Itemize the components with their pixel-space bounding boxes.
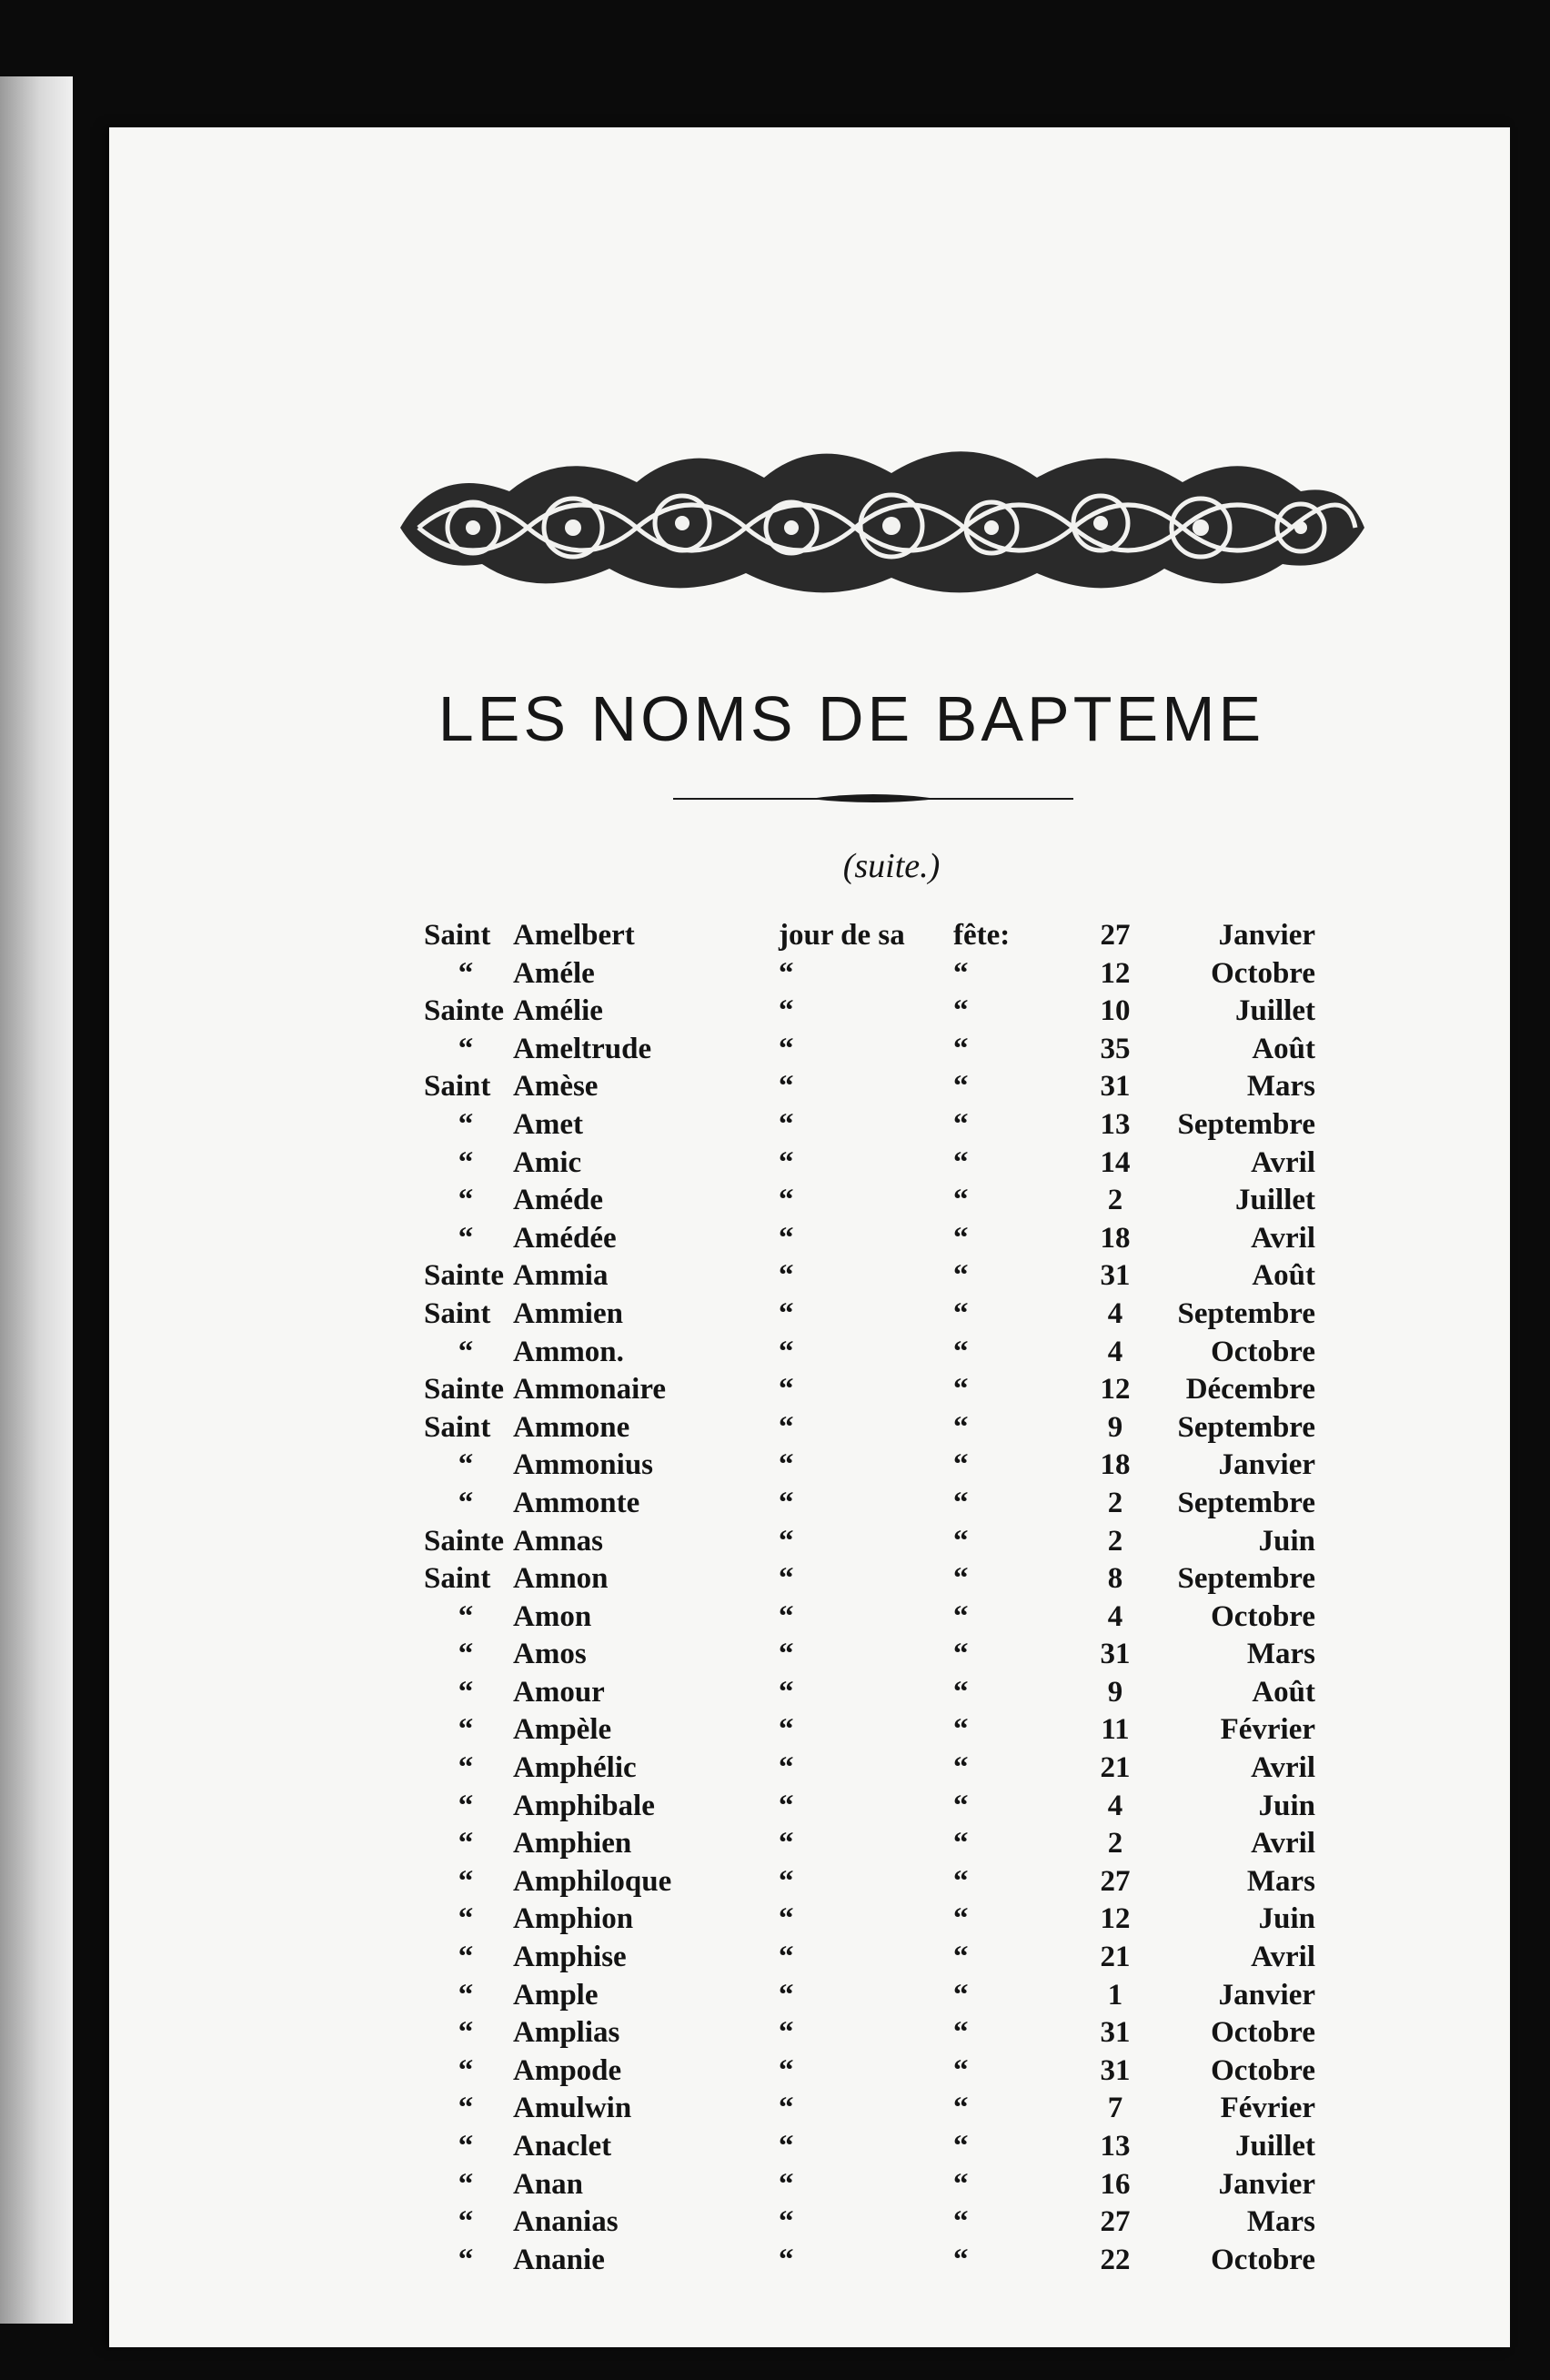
saint-name: Ammone xyxy=(513,1410,630,1444)
feast-label: “ xyxy=(779,2092,794,2125)
feast-label: jour de sa xyxy=(779,919,905,952)
feast-month: Avril xyxy=(1251,1827,1315,1861)
saint-name: Ammia xyxy=(513,1259,609,1293)
feast-day: 2 xyxy=(1107,1486,1123,1519)
list-item xyxy=(424,993,1334,1031)
feast-day: 8 xyxy=(1107,1562,1123,1596)
feast-label-2: “ xyxy=(953,1335,969,1368)
feast-label: “ xyxy=(779,1373,794,1407)
saint-prefix: “ xyxy=(458,1789,474,1822)
list-item xyxy=(424,1106,1334,1145)
feast-month: Août xyxy=(1252,1032,1315,1065)
list-item xyxy=(424,1939,1334,1977)
saint-name: Amphibale xyxy=(513,1789,655,1822)
feast-label: “ xyxy=(779,1221,794,1255)
feast-month: Janvier xyxy=(1218,919,1315,952)
saint-prefix: Saint xyxy=(424,919,491,952)
feast-label: “ xyxy=(779,1448,794,1482)
list-item xyxy=(424,1257,1334,1296)
feast-label-2: “ xyxy=(953,994,969,1028)
saint-prefix: “ xyxy=(458,1335,474,1368)
feast-label-2: “ xyxy=(953,1032,969,1065)
feast-month: Août xyxy=(1252,1675,1315,1709)
feast-label: “ xyxy=(779,1827,794,1861)
saint-name: Anaclet xyxy=(513,2130,612,2163)
feast-month: Octobre xyxy=(1211,1335,1315,1368)
feast-month: Août xyxy=(1252,1259,1315,1293)
list-item xyxy=(424,1334,1334,1372)
feast-label: “ xyxy=(779,2016,794,2050)
feast-month: Janvier xyxy=(1218,1978,1315,2012)
saint-prefix: “ xyxy=(458,2016,474,2050)
saint-name: Amphise xyxy=(513,1941,627,1974)
saint-name: Amon xyxy=(513,1599,592,1633)
saint-name: Ananias xyxy=(513,2205,619,2239)
feast-month: Septembre xyxy=(1177,1562,1315,1596)
feast-day: 13 xyxy=(1100,2130,1131,2163)
list-item xyxy=(424,1750,1334,1788)
feast-label-2: “ xyxy=(953,1410,969,1444)
saint-name: Amic xyxy=(513,1145,582,1179)
feast-day: 4 xyxy=(1107,1296,1123,1330)
feast-month: Décembre xyxy=(1185,1373,1315,1407)
feast-label-2: “ xyxy=(953,1941,969,1974)
feast-day: 27 xyxy=(1100,919,1131,952)
saint-prefix: “ xyxy=(458,2167,474,2201)
saint-prefix: Sainte xyxy=(424,994,505,1028)
list-item xyxy=(424,1523,1334,1561)
saint-prefix: “ xyxy=(458,1599,474,1633)
feast-label-2: “ xyxy=(953,1070,969,1104)
saint-name: Améle xyxy=(513,956,595,990)
feast-day: 2 xyxy=(1107,1827,1123,1861)
feast-label-2: “ xyxy=(953,1902,969,1936)
feast-label: “ xyxy=(779,1978,794,2012)
feast-day: 2 xyxy=(1107,1524,1123,1558)
feast-day: 10 xyxy=(1100,994,1131,1028)
saint-name: Amèse xyxy=(513,1070,599,1104)
feast-day: 9 xyxy=(1107,1675,1123,1709)
feast-month: Septembre xyxy=(1177,1107,1315,1141)
list-item xyxy=(424,2014,1334,2052)
saint-name: Amnas xyxy=(513,1524,604,1558)
feast-label: “ xyxy=(779,1562,794,1596)
saint-name: Ammonius xyxy=(513,1448,654,1482)
saint-prefix: “ xyxy=(458,1978,474,2012)
feast-day: 31 xyxy=(1100,2016,1131,2050)
saint-prefix: “ xyxy=(458,1221,474,1255)
saint-name: Amos xyxy=(513,1638,587,1671)
feast-day: 9 xyxy=(1107,1410,1123,1444)
book-page xyxy=(109,127,1510,2347)
list-item xyxy=(424,2242,1334,2280)
feast-label-2: “ xyxy=(953,1713,969,1747)
feast-label-2: “ xyxy=(953,1524,969,1558)
feast-month: Octobre xyxy=(1211,2016,1315,2050)
feast-day: 7 xyxy=(1107,2092,1123,2125)
saint-prefix: “ xyxy=(458,1941,474,1974)
feast-day: 31 xyxy=(1100,1070,1131,1104)
saint-name: Ananie xyxy=(513,2243,605,2276)
feast-label: “ xyxy=(779,2167,794,2201)
feast-month: Juillet xyxy=(1235,994,1315,1028)
feast-day: 4 xyxy=(1107,1335,1123,1368)
saint-name: Ammon. xyxy=(513,1335,624,1368)
saint-name: Ample xyxy=(513,1978,599,2012)
saint-prefix: “ xyxy=(458,1107,474,1141)
list-item xyxy=(424,1598,1334,1637)
list-item xyxy=(424,1711,1334,1750)
feast-month: Avril xyxy=(1251,1941,1315,1974)
feast-label: “ xyxy=(779,1789,794,1822)
feast-month: Mars xyxy=(1246,1638,1315,1671)
list-item xyxy=(424,1674,1334,1712)
saint-name: Amphélic xyxy=(513,1751,637,1785)
feast-month: Juillet xyxy=(1235,2130,1315,2163)
feast-day: 31 xyxy=(1100,1259,1131,1293)
saint-name: Amnon xyxy=(513,1562,609,1596)
feast-month: Mars xyxy=(1246,1070,1315,1104)
saint-prefix: Sainte xyxy=(424,1259,505,1293)
saint-name: Amour xyxy=(513,1675,605,1709)
feast-label: “ xyxy=(779,1259,794,1293)
feast-day: 18 xyxy=(1100,1221,1131,1255)
feast-day: 14 xyxy=(1100,1145,1131,1179)
saint-name: Amphion xyxy=(513,1902,634,1936)
feast-day: 12 xyxy=(1100,1373,1131,1407)
feast-month: Janvier xyxy=(1218,2167,1315,2201)
saint-name: Amédée xyxy=(513,1221,617,1255)
saint-name: Amphiloque xyxy=(513,1864,672,1898)
page-title: LES NOMS DE BAPTEME xyxy=(438,683,1265,754)
feast-label-2: “ xyxy=(953,1221,969,1255)
feast-month: Juillet xyxy=(1235,1184,1315,1217)
feast-day: 31 xyxy=(1100,1638,1131,1671)
feast-day: 31 xyxy=(1100,2053,1131,2087)
list-item xyxy=(424,1560,1334,1598)
saint-prefix: “ xyxy=(458,1713,474,1747)
feast-month: Septembre xyxy=(1177,1486,1315,1519)
list-item xyxy=(424,2166,1334,2204)
feast-label: “ xyxy=(779,1751,794,1785)
saint-prefix: “ xyxy=(458,1032,474,1065)
feast-label-2: “ xyxy=(953,1373,969,1407)
feast-month: Juin xyxy=(1258,1524,1315,1558)
saint-prefix: “ xyxy=(458,2205,474,2239)
feast-day: 27 xyxy=(1100,2205,1131,2239)
feast-day: 11 xyxy=(1101,1713,1130,1747)
list-item xyxy=(424,917,1334,955)
names-list xyxy=(424,917,1334,2279)
feast-label: “ xyxy=(779,1675,794,1709)
list-item xyxy=(424,1901,1334,1939)
list-item xyxy=(424,1145,1334,1183)
saint-prefix: “ xyxy=(458,2243,474,2276)
feast-label: “ xyxy=(779,1599,794,1633)
list-item xyxy=(424,1788,1334,1826)
saint-prefix: “ xyxy=(458,1751,474,1785)
feast-label: “ xyxy=(779,1941,794,1974)
feast-label: “ xyxy=(779,1410,794,1444)
feast-label: “ xyxy=(779,2053,794,2087)
feast-day: 4 xyxy=(1107,1599,1123,1633)
feast-label-2: “ xyxy=(953,1827,969,1861)
title-divider xyxy=(673,788,1073,810)
list-item xyxy=(424,1296,1334,1334)
saint-name: Ammonaire xyxy=(513,1373,667,1407)
feast-month: Juin xyxy=(1258,1789,1315,1822)
list-item xyxy=(424,1220,1334,1258)
decorative-ornament-banner xyxy=(382,391,1374,628)
feast-label: “ xyxy=(779,2130,794,2163)
feast-label: “ xyxy=(779,1032,794,1065)
saint-name: Amphien xyxy=(513,1827,632,1861)
subtitle: (suite.) xyxy=(842,847,941,885)
feast-label-2: fête: xyxy=(953,919,1011,952)
saint-prefix: “ xyxy=(458,1675,474,1709)
saint-prefix: Sainte xyxy=(424,1524,505,1558)
saint-name: Amélie xyxy=(513,994,603,1028)
saint-prefix: “ xyxy=(458,1638,474,1671)
list-item xyxy=(424,2090,1334,2128)
feast-day: 21 xyxy=(1100,1941,1131,1974)
feast-month: Janvier xyxy=(1218,1448,1315,1482)
saint-prefix: Saint xyxy=(424,1410,491,1444)
saint-prefix: “ xyxy=(458,1864,474,1898)
feast-day: 22 xyxy=(1100,2243,1131,2276)
feast-label: “ xyxy=(779,1107,794,1141)
saint-name: Améde xyxy=(513,1184,603,1217)
saint-name: Amet xyxy=(513,1107,583,1141)
saint-prefix: “ xyxy=(458,1486,474,1519)
feast-label: “ xyxy=(779,1335,794,1368)
left-page-edge xyxy=(0,76,73,2324)
saint-name: Ampèle xyxy=(513,1713,612,1747)
feast-day: 4 xyxy=(1107,1789,1123,1822)
saint-prefix: “ xyxy=(458,1145,474,1179)
saint-name: Amelbert xyxy=(513,919,635,952)
feast-label-2: “ xyxy=(953,2243,969,2276)
saint-name: Ameltrude xyxy=(513,1032,652,1065)
feast-month: Février xyxy=(1220,1713,1315,1747)
feast-label: “ xyxy=(779,1296,794,1330)
feast-month: Octobre xyxy=(1211,1599,1315,1633)
feast-day: 12 xyxy=(1100,956,1131,990)
list-item xyxy=(424,1031,1334,1069)
feast-month: Septembre xyxy=(1177,1296,1315,1330)
saint-name: Ammien xyxy=(513,1296,623,1330)
saint-prefix: “ xyxy=(458,2092,474,2125)
list-item xyxy=(424,955,1334,993)
feast-label-2: “ xyxy=(953,1864,969,1898)
feast-month: Mars xyxy=(1246,2205,1315,2239)
feast-day: 16 xyxy=(1100,2167,1131,2201)
feast-label-2: “ xyxy=(953,2092,969,2125)
feast-label: “ xyxy=(779,1864,794,1898)
list-item xyxy=(424,1636,1334,1674)
feast-label-2: “ xyxy=(953,956,969,990)
feast-label: “ xyxy=(779,2205,794,2239)
list-item xyxy=(424,1977,1334,2015)
feast-month: Juin xyxy=(1258,1902,1315,1936)
feast-day: 2 xyxy=(1107,1184,1123,1217)
feast-label-2: “ xyxy=(953,2016,969,2050)
saint-prefix: “ xyxy=(458,1827,474,1861)
saint-prefix: Saint xyxy=(424,1070,491,1104)
saint-name: Amplias xyxy=(513,2016,620,2050)
saint-prefix: “ xyxy=(458,2130,474,2163)
saint-name: Anan xyxy=(513,2167,584,2201)
feast-label-2: “ xyxy=(953,2205,969,2239)
feast-label: “ xyxy=(779,1713,794,1747)
list-item xyxy=(424,1068,1334,1106)
feast-label-2: “ xyxy=(953,1107,969,1141)
feast-label: “ xyxy=(779,1902,794,1936)
feast-month: Octobre xyxy=(1211,956,1315,990)
feast-month: Avril xyxy=(1251,1221,1315,1255)
feast-label: “ xyxy=(779,1638,794,1671)
list-item xyxy=(424,1409,1334,1447)
saint-prefix: “ xyxy=(458,956,474,990)
feast-label-2: “ xyxy=(953,1562,969,1596)
list-item xyxy=(424,1863,1334,1901)
feast-month: Avril xyxy=(1251,1751,1315,1785)
feast-label-2: “ xyxy=(953,1675,969,1709)
feast-month: Février xyxy=(1220,2092,1315,2125)
feast-label-2: “ xyxy=(953,1751,969,1785)
feast-label-2: “ xyxy=(953,1259,969,1293)
list-item xyxy=(424,1182,1334,1220)
saint-prefix: Sainte xyxy=(424,1373,505,1407)
feast-month: Mars xyxy=(1246,1864,1315,1898)
saint-name: Ampode xyxy=(513,2053,622,2087)
feast-month: Septembre xyxy=(1177,1410,1315,1444)
feast-label-2: “ xyxy=(953,1184,969,1217)
feast-day: 21 xyxy=(1100,1751,1131,1785)
feast-label-2: “ xyxy=(953,1599,969,1633)
saint-prefix: “ xyxy=(458,1184,474,1217)
list-item xyxy=(424,1371,1334,1409)
feast-label-2: “ xyxy=(953,1145,969,1179)
feast-label-2: “ xyxy=(953,1486,969,1519)
list-item xyxy=(424,1447,1334,1485)
feast-label: “ xyxy=(779,994,794,1028)
feast-day: 35 xyxy=(1100,1032,1131,1065)
list-item xyxy=(424,2128,1334,2166)
feast-label-2: “ xyxy=(953,1296,969,1330)
feast-day: 13 xyxy=(1100,1107,1131,1141)
feast-day: 18 xyxy=(1100,1448,1131,1482)
feast-label-2: “ xyxy=(953,1638,969,1671)
list-item xyxy=(424,2052,1334,2091)
saint-prefix: Saint xyxy=(424,1562,491,1596)
feast-day: 1 xyxy=(1107,1978,1123,2012)
feast-label: “ xyxy=(779,1524,794,1558)
feast-label: “ xyxy=(779,1486,794,1519)
feast-label: “ xyxy=(779,956,794,990)
feast-label-2: “ xyxy=(953,1448,969,1482)
feast-month: Octobre xyxy=(1211,2053,1315,2087)
feast-month: Avril xyxy=(1251,1145,1315,1179)
feast-label: “ xyxy=(779,2243,794,2276)
feast-month: Octobre xyxy=(1211,2243,1315,2276)
feast-day: 27 xyxy=(1100,1864,1131,1898)
feast-label-2: “ xyxy=(953,2130,969,2163)
feast-label-2: “ xyxy=(953,2053,969,2087)
saint-prefix: “ xyxy=(458,2053,474,2087)
list-item xyxy=(424,2204,1334,2242)
feast-label: “ xyxy=(779,1070,794,1104)
feast-day: 12 xyxy=(1100,1902,1131,1936)
saint-name: Ammonte xyxy=(513,1486,640,1519)
feast-label: “ xyxy=(779,1145,794,1179)
feast-label-2: “ xyxy=(953,2167,969,2201)
feast-label-2: “ xyxy=(953,1789,969,1822)
saint-prefix: Saint xyxy=(424,1296,491,1330)
feast-label-2: “ xyxy=(953,1978,969,2012)
list-item xyxy=(424,1825,1334,1863)
saint-prefix: “ xyxy=(458,1448,474,1482)
saint-name: Amulwin xyxy=(513,2092,632,2125)
feast-label: “ xyxy=(779,1184,794,1217)
list-item xyxy=(424,1485,1334,1523)
saint-prefix: “ xyxy=(458,1902,474,1936)
